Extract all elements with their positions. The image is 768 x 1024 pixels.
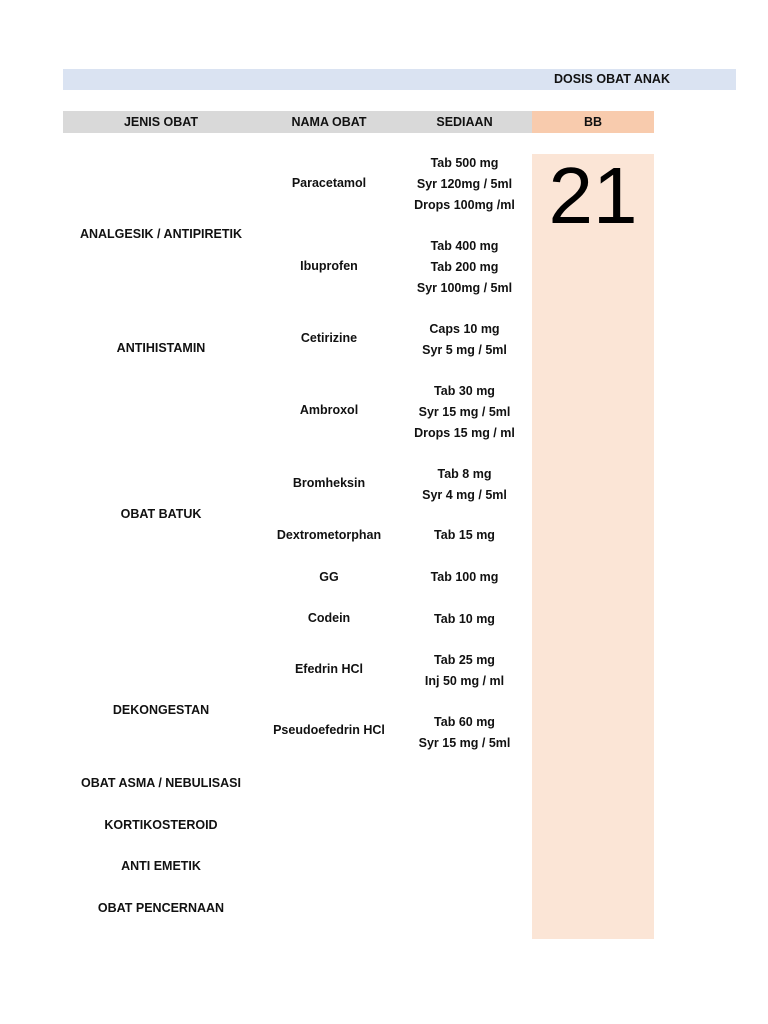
category-obat-pencernaan: OBAT PENCERNAAN [97, 901, 225, 915]
category-kortikosteroid: KORTIKOSTEROID [104, 818, 218, 832]
drug-name-paracetamol: Paracetamol [291, 176, 367, 190]
category-obat-batuk: OBAT BATUK [120, 507, 202, 521]
sediaan-line: Inj 50 mg / ml [424, 673, 505, 688]
category-dekongestan: DEKONGESTAN [112, 703, 210, 717]
category-analgesik: ANALGESIK / ANTIPIRETIK [79, 227, 243, 241]
header-jenis-obat: JENIS OBAT [123, 115, 199, 129]
sediaan-line: Drops 15 mg / ml [414, 425, 515, 440]
sediaan-paracetamol [398, 153, 531, 215]
sediaan-line: Tab 200 mg [430, 259, 499, 274]
drug-name-efedrin: Efedrin HCl [294, 662, 364, 676]
sediaan-bromheksin [398, 464, 531, 506]
sediaan-line: Syr 15 mg / 5ml [418, 735, 511, 750]
category-obat-asma: OBAT ASMA / NEBULISASI [81, 776, 241, 790]
title-bar [63, 69, 736, 90]
sediaan-gg [398, 567, 531, 588]
header-bb: BB [532, 111, 654, 133]
sediaan-efedrin [398, 650, 531, 692]
sediaan-line: Tab 25 mg [434, 653, 495, 667]
sediaan-dextrometorphan [398, 525, 531, 546]
sediaan-pseudoefedrin [398, 712, 531, 754]
sediaan-line: Tab 100 mg [430, 570, 499, 584]
drug-name-ambroxol: Ambroxol [299, 403, 359, 417]
sediaan-cetirizine [398, 319, 531, 361]
sediaan-line: Tab 10 mg [434, 612, 495, 626]
category-anti-emetik: ANTI EMETIK [121, 859, 201, 873]
sediaan-line: Tab 15 mg [434, 528, 495, 542]
sediaan-line: Tab 60 mg [434, 715, 495, 729]
sediaan-ibuprofen [398, 236, 531, 298]
sediaan-line: Caps 10 mg [429, 322, 500, 336]
header-sediaan: SEDIAAN [436, 115, 493, 129]
bb-value-cell[interactable]: 21 [548, 151, 638, 240]
sediaan-line: Tab 8 mg [437, 467, 492, 481]
sediaan-line: Syr 15 mg / 5ml [418, 404, 511, 419]
drug-name-pseudoefedrin: Pseudoefedrin HCl [273, 723, 385, 737]
sediaan-line: Syr 4 mg / 5ml [422, 487, 507, 502]
sediaan-line: Tab 500 mg [430, 156, 499, 170]
drug-name-codein: Codein [307, 611, 351, 625]
category-antihistamin: ANTIHISTAMIN [116, 341, 206, 355]
drug-name-ibuprofen: Ibuprofen [300, 259, 358, 273]
drug-name-gg: GG [319, 570, 339, 584]
sediaan-codein [398, 609, 531, 630]
sediaan-line: Syr 100mg / 5ml [416, 280, 513, 295]
sediaan-line: Drops 100mg /ml [414, 197, 515, 212]
drug-name-bromheksin: Bromheksin [292, 476, 366, 490]
page-title: DOSIS OBAT ANAK [554, 72, 670, 86]
header-nama-obat: NAMA OBAT [291, 115, 367, 129]
bb-column [532, 154, 654, 939]
drug-name-cetirizine: Cetirizine [300, 331, 358, 345]
sediaan-ambroxol [398, 381, 531, 443]
table-header-row [63, 111, 654, 133]
sediaan-line: Tab 30 mg [434, 384, 495, 398]
drug-name-dextrometorphan: Dextrometorphan [276, 528, 382, 542]
sediaan-line: Syr 5 mg / 5ml [422, 342, 507, 357]
sediaan-line: Syr 120mg / 5ml [416, 176, 513, 191]
sediaan-line: Tab 400 mg [430, 239, 499, 253]
